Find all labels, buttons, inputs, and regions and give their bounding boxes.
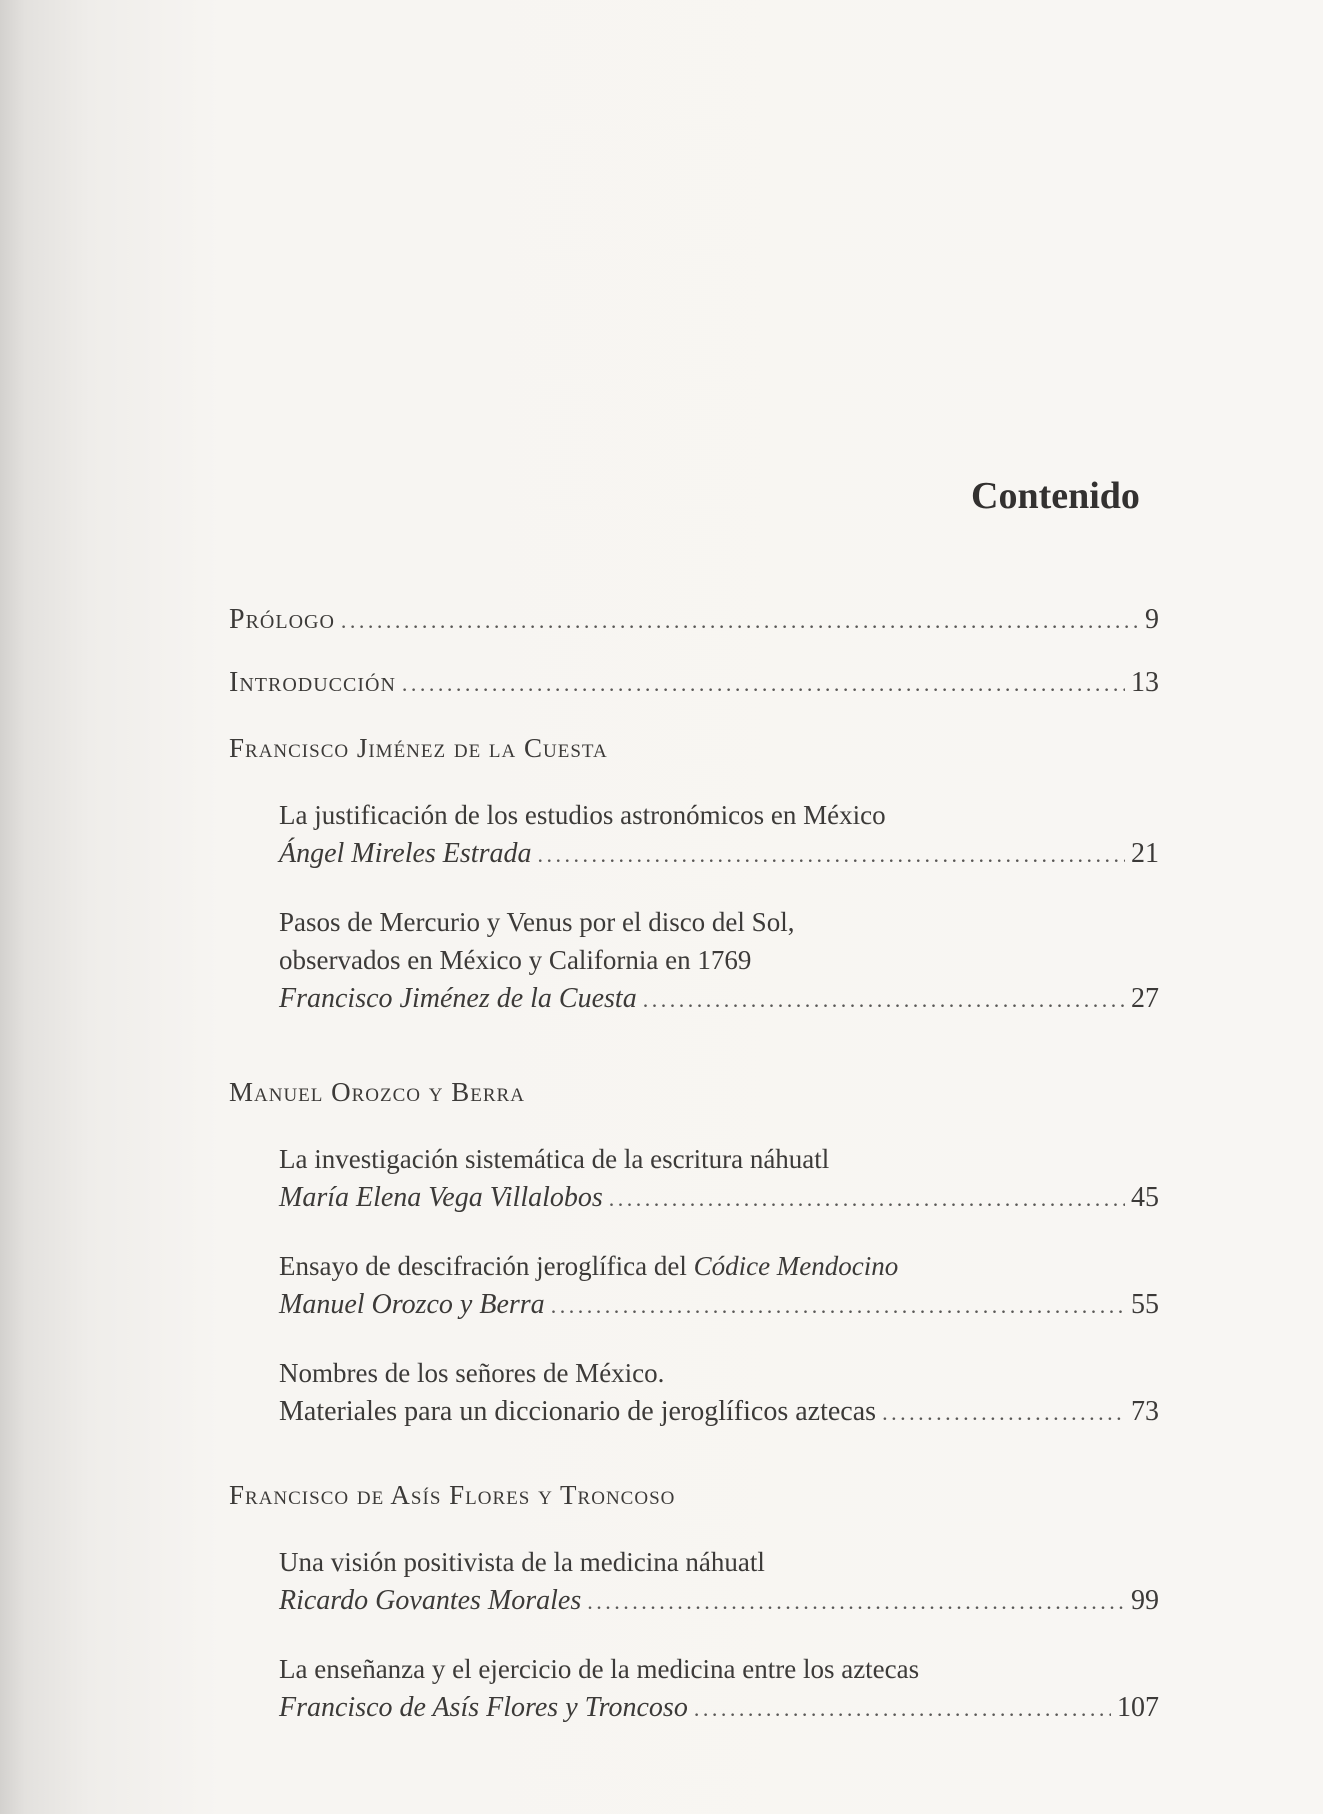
entry-author: María Elena Vega Villalobos: [279, 1182, 603, 1213]
entry-title: Prólogo: [229, 604, 335, 635]
toc-entry[interactable]: [279, 1247, 1159, 1326]
toc-entry-prologo[interactable]: [229, 600, 1159, 641]
page-number: 55: [1131, 1289, 1159, 1320]
entry-author: Francisco Jiménez de la Cuesta: [279, 983, 637, 1014]
dot-leader: [587, 1582, 1125, 1622]
dot-leader: [537, 835, 1125, 875]
entry-title: Una visión positivista de la medicina náhuatl: [279, 1547, 765, 1577]
section-heading: Francisco de Asís Flores y Troncoso: [229, 1480, 676, 1510]
entry-author: Manuel Orozco y Berra: [279, 1289, 545, 1320]
entry-title-cont: observados en México y California en 1769: [279, 945, 752, 975]
page-number: 45: [1131, 1182, 1159, 1213]
entry-title: Introducción: [229, 667, 396, 698]
codex-title: Códice Mendocino: [693, 1251, 899, 1281]
page-number: 21: [1131, 838, 1159, 869]
entry-title: Pasos de Mercurio y Venus por el disco del Sol,: [279, 907, 795, 937]
page-number: 107: [1117, 1692, 1159, 1723]
page-number: 13: [1131, 667, 1159, 698]
entry-author: Ricardo Govantes Morales: [279, 1585, 582, 1616]
page-number: 73: [1131, 1396, 1159, 1427]
dot-leader: [551, 1286, 1125, 1326]
dot-leader: [643, 980, 1125, 1020]
table-of-contents: [229, 600, 1159, 1729]
entry-title: Nombres de los señores de México.: [279, 1358, 665, 1388]
page-number: 99: [1131, 1585, 1159, 1616]
dot-leader: [882, 1393, 1125, 1433]
dot-leader: [341, 601, 1139, 641]
entry-title-text: Ensayo de descifración jeroglífica del: [279, 1251, 694, 1281]
entry-title: [279, 1247, 1159, 1285]
toc-entry[interactable]: [279, 1354, 1159, 1433]
toc-entry[interactable]: [279, 903, 1159, 1020]
toc-entry[interactable]: [279, 1543, 1159, 1622]
toc-entry[interactable]: [279, 1140, 1159, 1219]
entry-title: La investigación sistemática de la escritura náhuatl: [279, 1144, 830, 1174]
section-heading: Manuel Orozco y Berra: [229, 1077, 525, 1107]
page-number: 27: [1131, 983, 1159, 1014]
entry-title: La justificación de los estudios astronómicos en México: [279, 800, 886, 830]
section-heading: Francisco Jiménez de la Cuesta: [229, 733, 608, 763]
toc-entry[interactable]: [279, 796, 1159, 875]
entry-author: Ángel Mireles Estrada: [279, 838, 532, 869]
dot-leader: [402, 664, 1125, 704]
dot-leader: [694, 1689, 1111, 1729]
dot-leader: [609, 1179, 1125, 1219]
entry-title: La enseñanza y el ejercicio de la medicina entre los aztecas: [279, 1654, 920, 1684]
page-title: Contenido: [971, 475, 1140, 517]
page-number: 9: [1145, 604, 1159, 635]
toc-entry-introduccion[interactable]: [229, 663, 1159, 704]
toc-entry[interactable]: [279, 1650, 1159, 1729]
entry-author: Francisco de Asís Flores y Troncoso: [279, 1692, 688, 1723]
entry-title-cont: Materiales para un diccionario de jeroglíficos aztecas: [279, 1396, 877, 1427]
